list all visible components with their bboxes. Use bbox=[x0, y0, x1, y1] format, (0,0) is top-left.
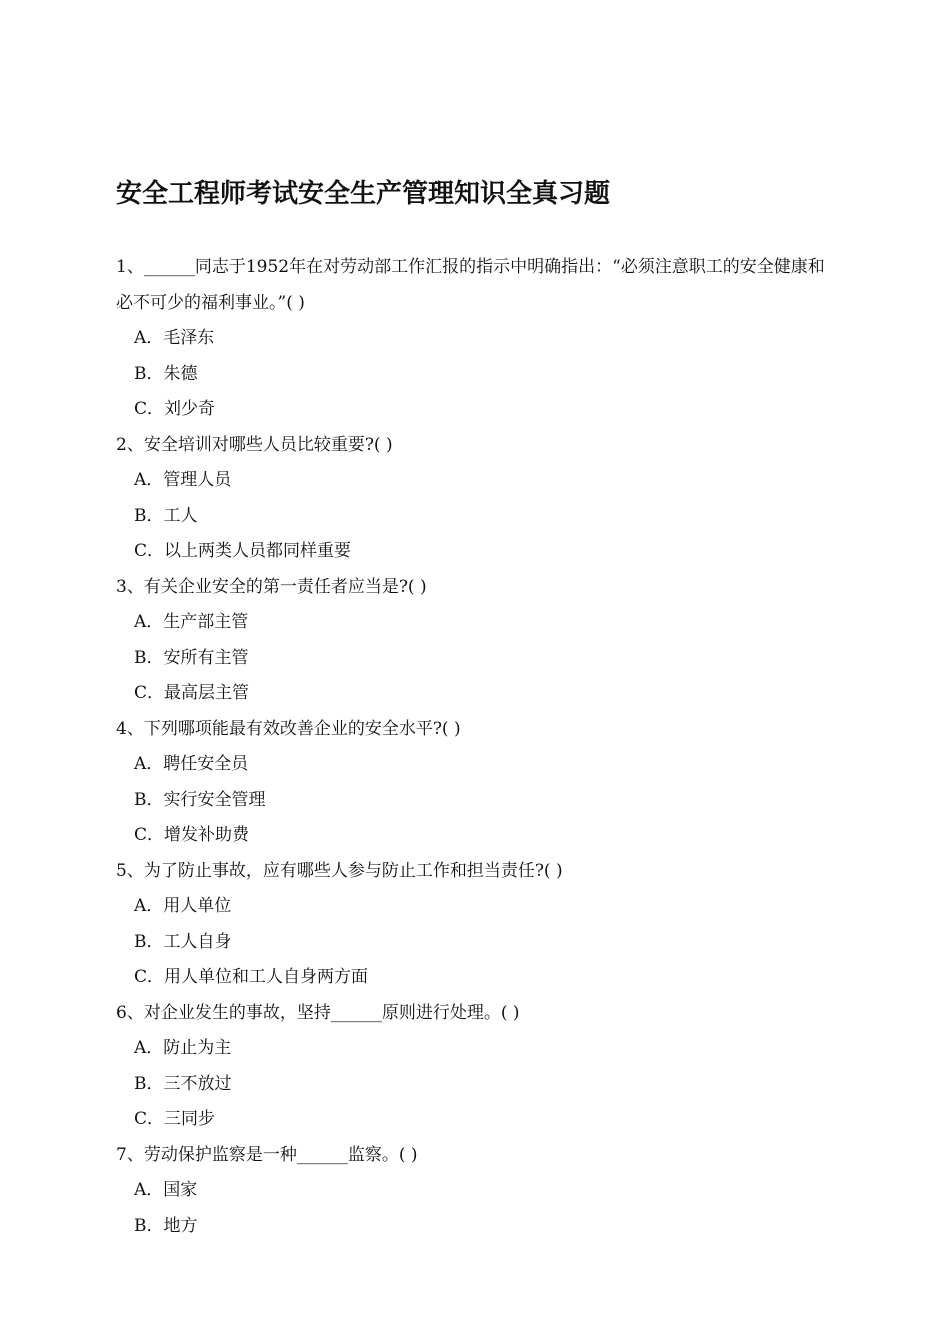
option-b: B．三不放过 bbox=[134, 1073, 232, 1094]
option-a: A．生产部主管 bbox=[134, 612, 249, 632]
question-stem: 3、有关企业安全的第一责任者应当是?( ) bbox=[116, 576, 427, 597]
option-a: A．聘任安全员 bbox=[134, 754, 249, 774]
option-b: B．实行安全管理 bbox=[134, 789, 266, 810]
document-title: 安全工程师考试安全生产管理知识全真习题 bbox=[116, 179, 611, 209]
question-6 bbox=[116, 996, 836, 1138]
option-c: C．用人单位和工人自身两方面 bbox=[134, 967, 369, 987]
question-2 bbox=[116, 428, 836, 570]
question-stem: 7、劳动保护监察是一种______监察。( ) bbox=[116, 1144, 418, 1165]
option-b: B．工人 bbox=[134, 505, 198, 526]
option-c: C．刘少奇 bbox=[134, 399, 216, 419]
question-list bbox=[116, 250, 836, 1244]
option-b: B．地方 bbox=[134, 1215, 198, 1236]
option-a: A．毛泽东 bbox=[134, 328, 215, 348]
question-stem: 6、对企业发生的事故，坚持______原则进行处理。( ) bbox=[116, 1002, 520, 1023]
question-stem: 2、安全培训对哪些人员比较重要?( ) bbox=[116, 434, 393, 455]
option-b: B．安所有主管 bbox=[134, 647, 249, 668]
question-7 bbox=[116, 1138, 836, 1245]
question-4 bbox=[116, 712, 836, 854]
option-c: C．最高层主管 bbox=[134, 683, 250, 703]
option-a: A．用人单位 bbox=[134, 896, 232, 916]
option-a: A．管理人员 bbox=[134, 470, 232, 490]
question-3 bbox=[116, 570, 836, 712]
option-c: C．增发补助费 bbox=[134, 825, 250, 845]
question-stem: 4、下列哪项能最有效改善企业的安全水平?( ) bbox=[116, 718, 461, 739]
option-a: A．国家 bbox=[134, 1180, 198, 1200]
question-5 bbox=[116, 854, 836, 996]
option-b: B．工人自身 bbox=[134, 931, 232, 952]
question-stem: 5、为了防止事故，应有哪些人参与防止工作和担当责任?( ) bbox=[116, 860, 563, 881]
option-b: B．朱德 bbox=[134, 363, 198, 384]
option-c: C．三同步 bbox=[134, 1109, 216, 1129]
option-c: C．以上两类人员都同样重要 bbox=[134, 541, 352, 561]
question-1 bbox=[116, 250, 836, 428]
option-a: A．防止为主 bbox=[134, 1038, 232, 1058]
question-stem: 1、______同志于1952年在对劳动部工作汇报的指示中明确指出：“必须注意职工的安全健康和必不可少的福利事业。”( ) bbox=[116, 257, 825, 313]
